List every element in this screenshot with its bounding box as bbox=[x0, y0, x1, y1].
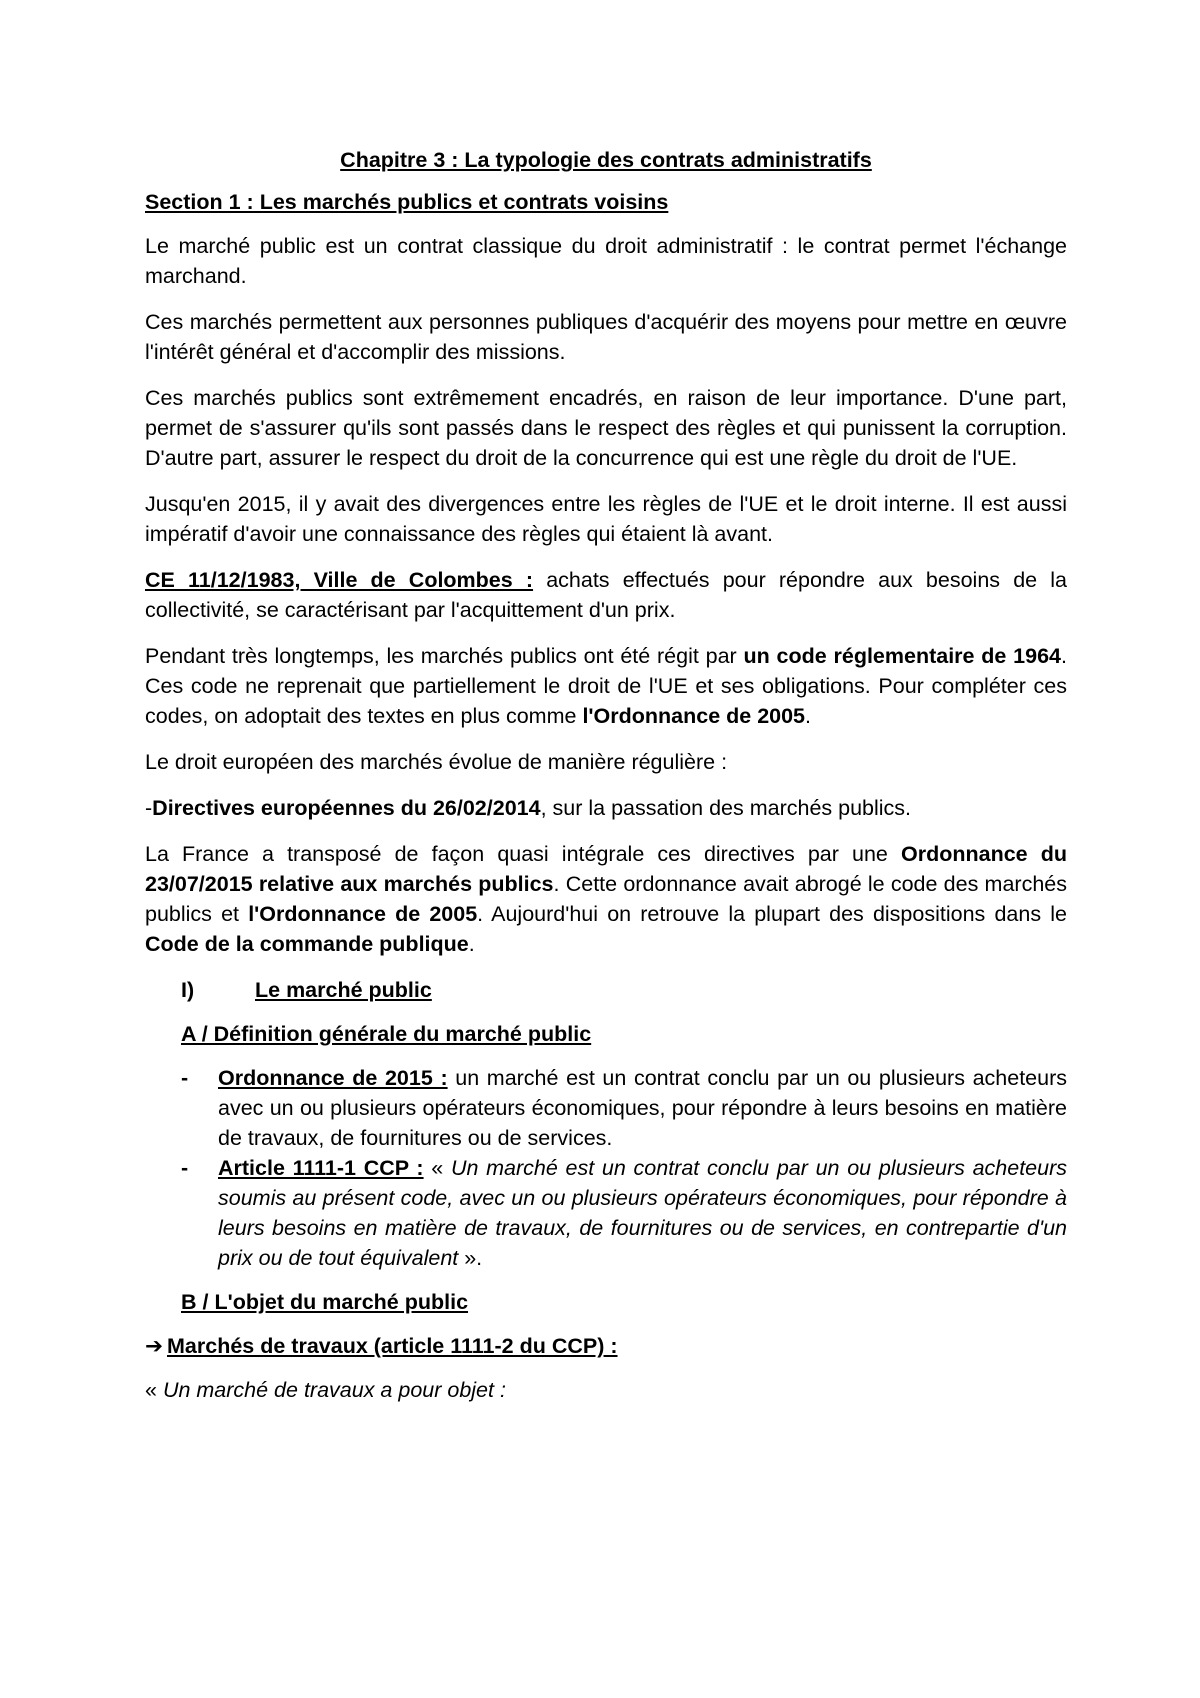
paragraph-8 bbox=[145, 793, 1067, 823]
paragraph-6-text-1: Pendant très longtemps, les marchés publics ont été régit par bbox=[145, 644, 744, 668]
ordonnance-2005-bold: l'Ordonnance de 2005 bbox=[582, 704, 806, 728]
list-item bbox=[145, 1153, 1067, 1273]
paragraph-7: Le droit européen des marchés évolue de manière régulière : bbox=[145, 750, 728, 774]
code-1964-bold: un code réglementaire de 1964 bbox=[743, 644, 1061, 668]
list-dash: - bbox=[181, 1066, 189, 1090]
ordonnance-2015-bold: Ordonnance du 23/07/2015 relative aux marchés publics bbox=[145, 842, 1067, 896]
definition-list bbox=[145, 1063, 1067, 1273]
paragraph-6-text-3: . bbox=[805, 704, 812, 728]
subheading-a: A / Définition générale du marché public bbox=[181, 1022, 592, 1046]
arrow-item bbox=[145, 1331, 1067, 1361]
quoted-text: Un marché est un contrat conclu par un ou plusieurs acheteurs soumis au présent code, avec un ou plusieurs opérateurs économiques, pour répondre à leurs besoins en matière de travaux, de fournitures ou de services, en contrepartie d'un prix ou de tout équivalent bbox=[218, 1156, 1068, 1270]
paragraph-6 bbox=[145, 641, 1067, 731]
paragraph-5-text: achats effectués pour répondre aux besoins de la collectivité, se caractérisant par l'acquittement d'un prix. bbox=[145, 568, 1067, 622]
quote-close: ». bbox=[458, 1246, 483, 1270]
part-heading bbox=[145, 975, 1067, 1005]
paragraph-4: Jusqu'en 2015, il y avait des divergences entre les règles de l'UE et le droit interne. Il est aussi impératif d'avoir une connaissance des règles qui étaient là avant. bbox=[145, 492, 1067, 546]
quote-open: « bbox=[145, 1378, 163, 1402]
paragraph-9-text-2: . Cette ordonnance avait abrogé le code des marchés publics et bbox=[145, 872, 1067, 926]
code-commande-publique-bold: Code de la commande publique bbox=[145, 932, 469, 956]
ordonnance-2005-bold-2: l'Ordonnance de 2005 bbox=[248, 902, 478, 926]
paragraph-9 bbox=[145, 839, 1067, 959]
paragraph-2: Ces marchés permettent aux personnes publiques d'acquérir des moyens pour mettre en œuvre l'intérêt général et d'accomplir des missions. bbox=[145, 310, 1067, 364]
case-reference: CE 11/12/1983, Ville de Colombes : bbox=[145, 568, 534, 592]
list-dash: - bbox=[181, 1156, 189, 1180]
arrow-item-heading: Marchés de travaux (article 1111-2 du CCP) : bbox=[167, 1334, 618, 1358]
subheading-b: B / L'objet du marché public bbox=[181, 1290, 469, 1314]
list-item-reference: Article 1111-1 CCP : bbox=[218, 1156, 424, 1180]
list-item-text: un marché est un contrat conclu par un ou plusieurs acheteurs avec un ou plusieurs opérateurs économiques, pour répondre à leurs besoins en matière de travaux, de fournitures ou de services. bbox=[218, 1066, 1067, 1150]
paragraph-8-dash: - bbox=[145, 796, 153, 820]
quoted-text: Un marché de travaux a pour objet : bbox=[162, 1378, 506, 1402]
paragraph-9-text-4: . bbox=[468, 932, 475, 956]
document-content bbox=[145, 145, 1067, 1421]
arrow-icon: ➔ bbox=[145, 1334, 164, 1358]
paragraph-8-text: , sur la passation des marchés publics. bbox=[540, 796, 912, 820]
section-title: Section 1 : Les marchés publics et contrats voisins bbox=[145, 190, 669, 214]
part-title: Le marché public bbox=[255, 978, 432, 1002]
directives-bold: Directives européennes du 26/02/2014 bbox=[152, 796, 541, 820]
last-line bbox=[145, 1375, 1067, 1405]
paragraph-9-text-3: . Aujourd'hui on retrouve la plupart des dispositions dans le bbox=[477, 902, 1067, 926]
chapter-title: Chapitre 3 : La typologie des contrats administratifs bbox=[340, 148, 872, 172]
paragraph-6-text-2: . Ces code ne reprenait que partiellement le droit de l'UE et ses obligations. Pour compléter ces codes, on adoptait des textes en plus comme bbox=[145, 644, 1067, 728]
list-item-reference: Ordonnance de 2015 : bbox=[218, 1066, 448, 1090]
part-number: I) bbox=[181, 978, 195, 1002]
list-item bbox=[145, 1063, 1067, 1153]
paragraph-3: Ces marchés publics sont extrêmement encadrés, en raison de leur importance. D'une part, permet de s'assurer qu'ils sont passés dans le respect des règles et qui punissent la corruption. D'autre part, assurer le respect du droit de la concurrence qui est une règle du droit de l'UE. bbox=[145, 386, 1067, 470]
paragraph-1: Le marché public est un contrat classique du droit administratif : le contrat permet l'échange marchand. bbox=[145, 234, 1067, 288]
paragraph-9-text-1: La France a transposé de façon quasi intégrale ces directives par une bbox=[145, 842, 901, 866]
quote-open: « bbox=[423, 1156, 451, 1180]
paragraph-5 bbox=[145, 565, 1067, 625]
